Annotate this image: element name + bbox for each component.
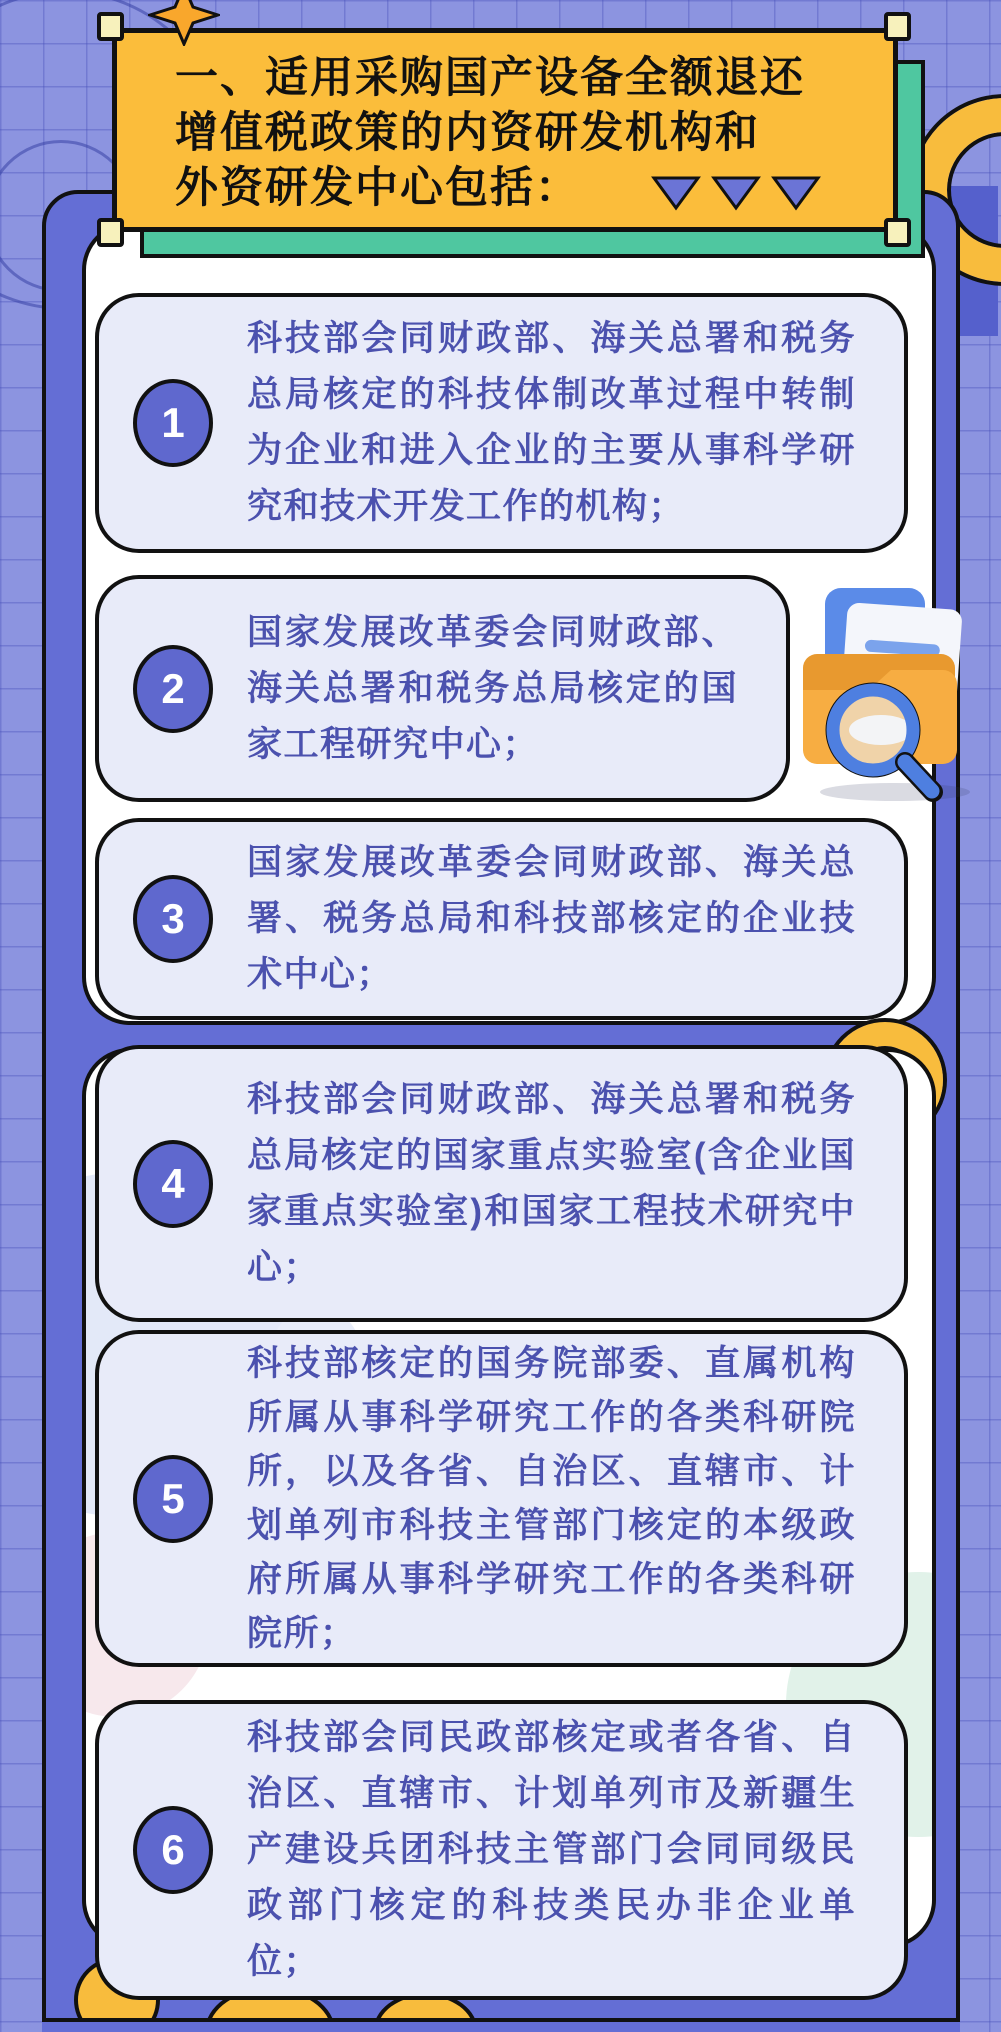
title-banner [112, 28, 898, 232]
item-text: 科技部会同财政部、海关总署和税务总局核定的国家重点实验室(含企业国家重点实验室)和国家工程技术研究中心； [247, 1079, 856, 1287]
badge-column [99, 645, 247, 733]
footer-band [42, 2018, 960, 2032]
badge-column [99, 875, 247, 963]
item-text: 科技部会同民政部核定或者各省、自治区、直辖市、计划单列市及新疆生产建设兵团科技主管部门会同同级民政部门核定的科技类民办非企业单位； [247, 1718, 856, 1981]
item-number-badge: 3 [133, 875, 213, 963]
badge-column [99, 1806, 247, 1894]
item-text: 科技部核定的国务院部委、直属机构所属从事科学研究工作的各类科研院所，以及各省、自治区、直辖市、计划单列市科技主管部门核定的本级政府所属从事科学研究工作的各类科研院所； [247, 1343, 856, 1653]
corner-pin [884, 218, 911, 247]
item-text: 科技部会同财政部、海关总署和税务总局核定的科技体制改革过程中转制为企业和进入企业的主要从事科学研究和技术开发工作的机构； [247, 319, 856, 526]
item-text: 国家发展改革委会同财政部、海关总署、税务总局和科技部核定的企业技术中心； [247, 843, 856, 994]
page-title-line1: 一、适用采购国产设备全额退还 [175, 54, 805, 102]
page-title-line3-row [175, 161, 863, 216]
item-number-badge: 1 [133, 379, 213, 467]
item-number-badge: 2 [133, 645, 213, 733]
page-title-line3: 外资研发中心包括： [175, 164, 580, 212]
item-card-4 [95, 1045, 908, 1322]
item-text: 国家发展改革委会同财政部、海关总署和税务总局核定的国家工程研究中心； [247, 612, 738, 764]
badge-column [99, 1140, 247, 1228]
sparkle-icon [148, 0, 220, 46]
item-card-3 [95, 818, 908, 1020]
corner-pin [884, 12, 911, 41]
item-card-2 [95, 575, 790, 802]
corner-pin [97, 12, 124, 41]
badge-column [99, 1455, 247, 1543]
item-card-1 [95, 293, 908, 553]
item-card-6 [95, 1700, 908, 2000]
item-number-badge: 6 [133, 1806, 213, 1894]
triangle-down-icons [650, 172, 825, 212]
badge-column [99, 379, 247, 467]
item-number-badge: 4 [133, 1140, 213, 1228]
page-title-line2: 增值税政策的内资研发机构和 [175, 109, 760, 157]
folder-search-icon [795, 580, 1000, 805]
item-card-5 [95, 1330, 908, 1667]
item-number-badge: 5 [133, 1455, 213, 1543]
corner-pin [97, 218, 124, 247]
